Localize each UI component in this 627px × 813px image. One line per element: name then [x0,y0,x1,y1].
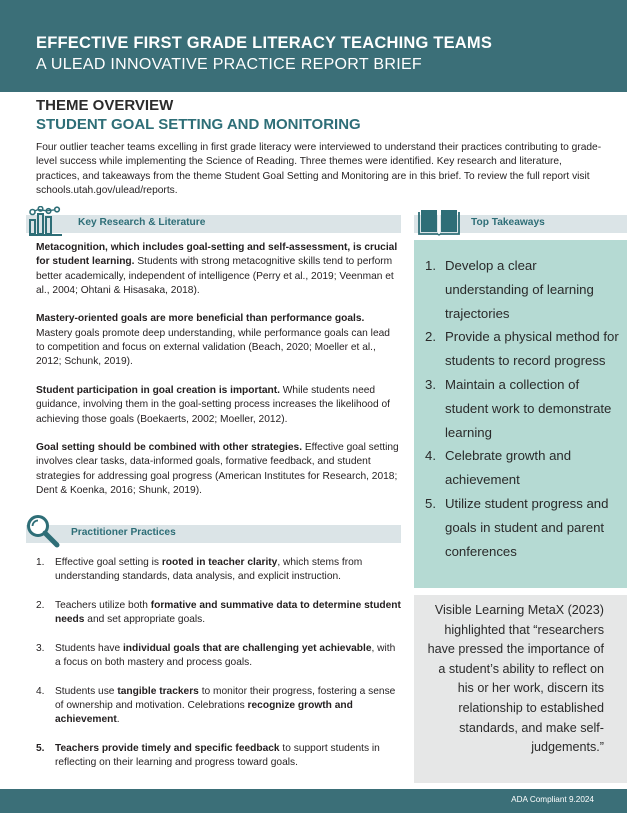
practice-text: , which stems from understanding standards, data analysis, and explicit instruction. [55,557,363,583]
takeaway-item [425,254,620,325]
practice-text: , with a focus on both mastery and process goals. [55,642,396,669]
practice-emphasis: individual goals that are challenging yet achievable [122,642,372,654]
practices-list [36,556,401,785]
report-subtitle: A ULEAD INNOVATIVE PRACTICE REPORT BRIEF [36,56,423,73]
practice-emphasis: tangible trackers [117,685,199,697]
research-item-lead: Student participation in goal creation is important. [36,384,280,396]
practice-item [36,742,401,771]
practice-number: 3. [36,642,45,654]
takeaway-text: Develop a clear understanding of learning trajectories [445,258,594,321]
theme-title: STUDENT GOAL SETTING AND MONITORING [36,116,361,133]
report-title: EFFECTIVE FIRST GRADE LITERACY TEACHING TEAMS [36,34,493,52]
practice-text: . [116,714,120,726]
practice-text: Teachers utilize both [55,599,151,611]
practice-number: 5. [36,742,45,754]
research-item-body: Students with strong metacognitive skills tend to perform better academically, independent of intelligence (Perry et al., 2019; Veenman et al., 2004; Ohtani & Hisasaka, 2018). [36,256,394,296]
practice-text: and set appropriate goals. [84,614,206,626]
practice-emphasis: Teachers provide timely and specific feedback [55,742,280,754]
research-item-body: Mastery goals promote deep understanding, while performance goals can lead to competition and focus on external validation (Beach, 2020; Moeller et al., 2012; Schunk, 2019). [36,327,390,368]
research-item-lead: Goal setting should be combined with other strategies. [36,442,303,454]
quote-text: Visible Learning MetaX (2023) highlighted that “researchers have pressed the importance of a student’s ability to reflect on his or her work, discern its relationship to established standards, and make self-judgements.” [427,603,604,755]
takeaway-number: 5. [425,495,436,511]
report-header [0,0,627,92]
practice-text: Effective goal setting is [55,557,162,568]
takeaway-text: Maintain a collection of student work to demonstrate learning [445,376,612,440]
research-item-lead: Mastery-oriented goals are more beneficial than performance goals. [36,313,365,325]
quote-box [414,595,627,783]
practice-number: 4. [36,685,45,697]
practice-number: 2. [36,599,45,611]
takeaway-item [425,373,620,444]
bar-chart-icon [28,206,68,236]
practice-text: Students use [55,685,118,697]
research-list [36,241,401,513]
magnifier-icon [26,514,60,548]
takeaway-text: Celebrate growth and achievement [445,448,572,488]
practice-emphasis: recognize growth and achievement [55,699,353,726]
practices-section-bar [26,525,401,543]
research-item-body: While students need guidance, involving them in the goal-setting process increases the likelihood of achieving those goals (Boekaerts, 2002; Moeller, 2012). [36,384,390,425]
research-item-lead: Metacognition, which includes goal-setting and self-assessment, is crucial for student learning. [36,242,398,268]
takeaways-box [414,240,627,588]
practice-item [36,685,401,728]
practice-emphasis: formative and summative data to determine student needs [55,599,401,626]
practice-item [36,642,401,671]
practice-number: 1. [36,557,45,568]
intro-paragraph: Four outlier teacher teams excelling in first grade literacy were interviewed to understand their practices contributing to grade-level success while implementing the Science of Reading. Three themes were identified. Key research and literature, practices, and takeaways from the theme Student Goal Setting and Monitoring are in this brief. To review the full report visit schools.utah.gov/ulead/reports. [36,142,602,196]
takeaway-text: Provide a physical method for students to record progress [445,329,619,369]
practice-text: to support students in reflecting on their learning and progress toward goals. [55,742,380,769]
takeaway-number: 3. [425,376,436,392]
takeaway-item [425,492,620,563]
practice-item [36,556,401,585]
research-item [36,312,401,369]
research-section-bar [26,215,401,233]
takeaway-number: 1. [425,258,436,273]
takeaway-item [425,444,620,492]
research-item-body: Effective goal setting involves clear tasks, data-informed goals, formative feedback, and student strategies for addressing goal progress (American Institutes for Research, 2018; Dent & Koenka, 2016; Shunk, 2019). [36,442,399,497]
ada-compliance-note: ADA Compliant 9.2024 [511,795,594,804]
practice-emphasis: rooted in teacher clarity [161,557,278,568]
theme-kicker: THEME OVERVIEW [36,97,174,114]
practice-item [36,599,401,628]
open-book-icon [418,206,460,236]
research-heading: Key Research & Literature [78,217,206,228]
research-item [36,241,401,298]
takeaway-text: Utilize student progress and goals in student and parent conferences [445,495,609,559]
practice-text: to monitor their progress, fostering a sense of ownership and motivation. Celebrations [55,685,396,711]
research-item [36,441,401,498]
takeaways-heading: Top Takeaways [471,217,545,228]
practice-text: Students have [55,642,123,654]
research-item [36,384,401,427]
footer-bar [0,789,627,813]
theme-heading [36,97,361,133]
takeaway-item [425,325,620,373]
takeaways-list [425,254,620,563]
takeaway-number: 4. [425,448,436,464]
practices-heading: Practitioner Practices [71,527,176,538]
takeaway-number: 2. [425,329,436,345]
